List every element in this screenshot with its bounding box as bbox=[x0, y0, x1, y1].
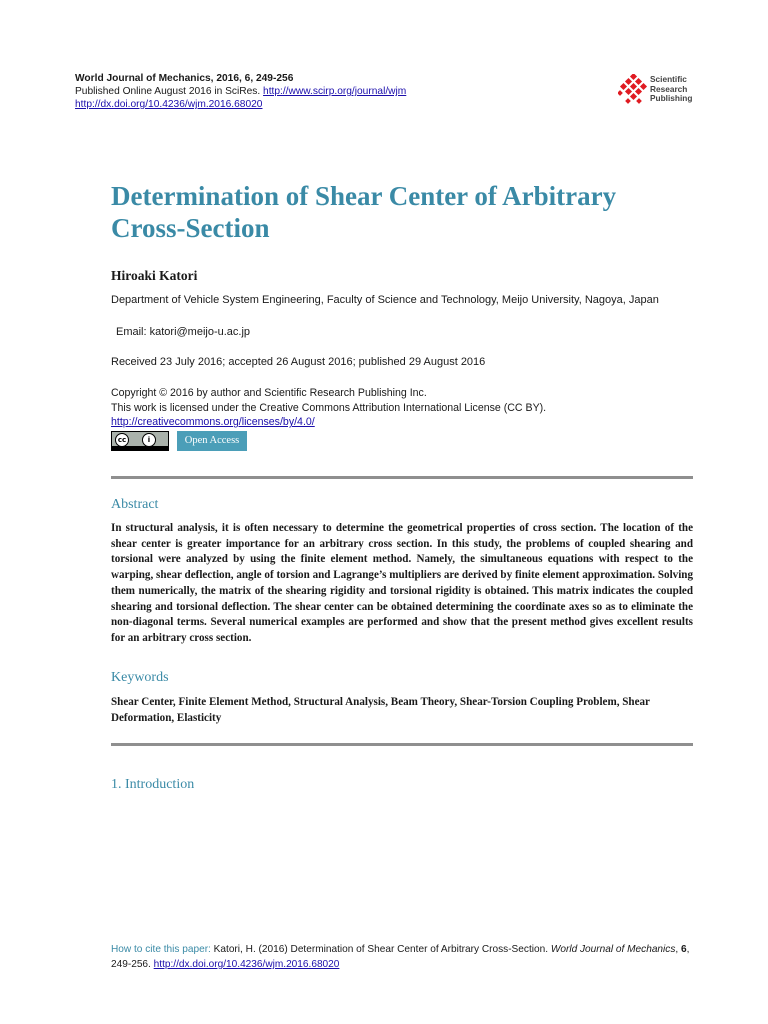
abstract-heading: Abstract bbox=[111, 497, 159, 512]
license-link[interactable]: http://creativecommons.org/licenses/by/4.0/ bbox=[111, 416, 315, 428]
divider-bottom bbox=[111, 743, 693, 746]
logo-line-3: Publishing bbox=[650, 93, 693, 103]
citation-label: How to cite this paper: bbox=[111, 944, 214, 955]
author-name: Hiroaki Katori bbox=[111, 268, 198, 283]
attribution-icon: i bbox=[142, 433, 156, 447]
copyright-block bbox=[111, 386, 546, 430]
journal-url-link[interactable]: http://www.scirp.org/journal/wjm bbox=[263, 86, 407, 97]
paper-title bbox=[111, 180, 711, 244]
published-prefix: Published Online August 2016 in SciRes. bbox=[75, 86, 264, 97]
license-line: This work is licensed under the Creative Commons Attribution International License (CC BY). bbox=[111, 401, 547, 414]
citation-text: Katori, H. (2016) Determination of Shear Center of Arbitrary Cross-Section. bbox=[213, 944, 551, 955]
abstract-text: In structural analysis, it is often necessary to determine the geometrical properties of cross section. The location of the shear center is greater importance for an arbitrary cross section. In this study, the problems of coupled shearing and torsional were analyzed by using the finite element method. Namely, the simultaneous equations with respect to the warping, shear deflection, angle of torsion and Lagrange’s multipliers are derived by finite element approximation. Solving them numerically, the matrix of the shearing rigidity and torsional rigidity is obtained. This matrix indicates the coupled shearing and torsional deflection. The shear center can be obtained determining the coordinate axes so as to eliminate the non-diagonal terms. Several numerical examples are performed and show that the present method gives excellent results for an arbitrary cross section. bbox=[111, 522, 693, 644]
logo-line-1: Scientific bbox=[650, 74, 687, 84]
published-line bbox=[75, 85, 406, 98]
title-line-2: Cross-Section bbox=[111, 213, 270, 243]
journal-line: World Journal of Mechanics, 2016, 6, 249-256 bbox=[75, 73, 294, 84]
publisher-logo bbox=[618, 74, 698, 106]
open-access-badge: Open Access bbox=[177, 431, 247, 451]
scirp-logo-icon bbox=[618, 74, 650, 106]
divider-top bbox=[111, 476, 693, 479]
citation-pages: , 249-256. bbox=[111, 944, 690, 970]
citation-volume: 6 bbox=[681, 944, 687, 955]
keywords-text: Shear Center, Finite Element Method, Structural Analysis, Beam Theory, Shear-Torsion Coupling Problem, Shear Deformation, Elasticity bbox=[111, 696, 650, 724]
copyright-line: Copyright © 2016 by author and Scientific Research Publishing Inc. bbox=[111, 387, 427, 399]
citation-doi-link[interactable]: http://dx.doi.org/10.4236/wjm.2016.68020 bbox=[153, 959, 340, 970]
logo-text bbox=[650, 75, 692, 104]
keywords-heading: Keywords bbox=[111, 670, 169, 685]
badge-strip bbox=[112, 446, 168, 450]
affiliation: Department of Vehicle System Engineering, Faculty of Science and Technology, Meijo University, Nagoya, Japan bbox=[111, 294, 659, 306]
citation-journal: World Journal of Mechanics bbox=[550, 944, 676, 955]
journal-header bbox=[75, 72, 406, 111]
cc-by-badge[interactable] bbox=[111, 431, 169, 451]
author-email: Email: katori@meijo-u.ac.jp bbox=[116, 326, 251, 338]
cc-icon: cc bbox=[115, 433, 129, 447]
title-line-1: Determination of Shear Center of Arbitrary bbox=[111, 181, 617, 211]
publication-dates: Received 23 July 2016; accepted 26 August 2016; published 29 August 2016 bbox=[111, 356, 486, 368]
doi-link[interactable]: http://dx.doi.org/10.4236/wjm.2016.68020 bbox=[75, 99, 263, 110]
logo-line-2: Research bbox=[650, 83, 688, 94]
introduction-heading: 1. Introduction bbox=[111, 777, 195, 792]
citation-footer: How to cite this paper: Katori, H. (2016) Determination of Shear Center of Arbitrary Cross-Section. World Journal of Mechanics, 6, 249-256. http://dx.doi.org/10.4236/wjm.2016.68020 bbox=[111, 944, 690, 970]
